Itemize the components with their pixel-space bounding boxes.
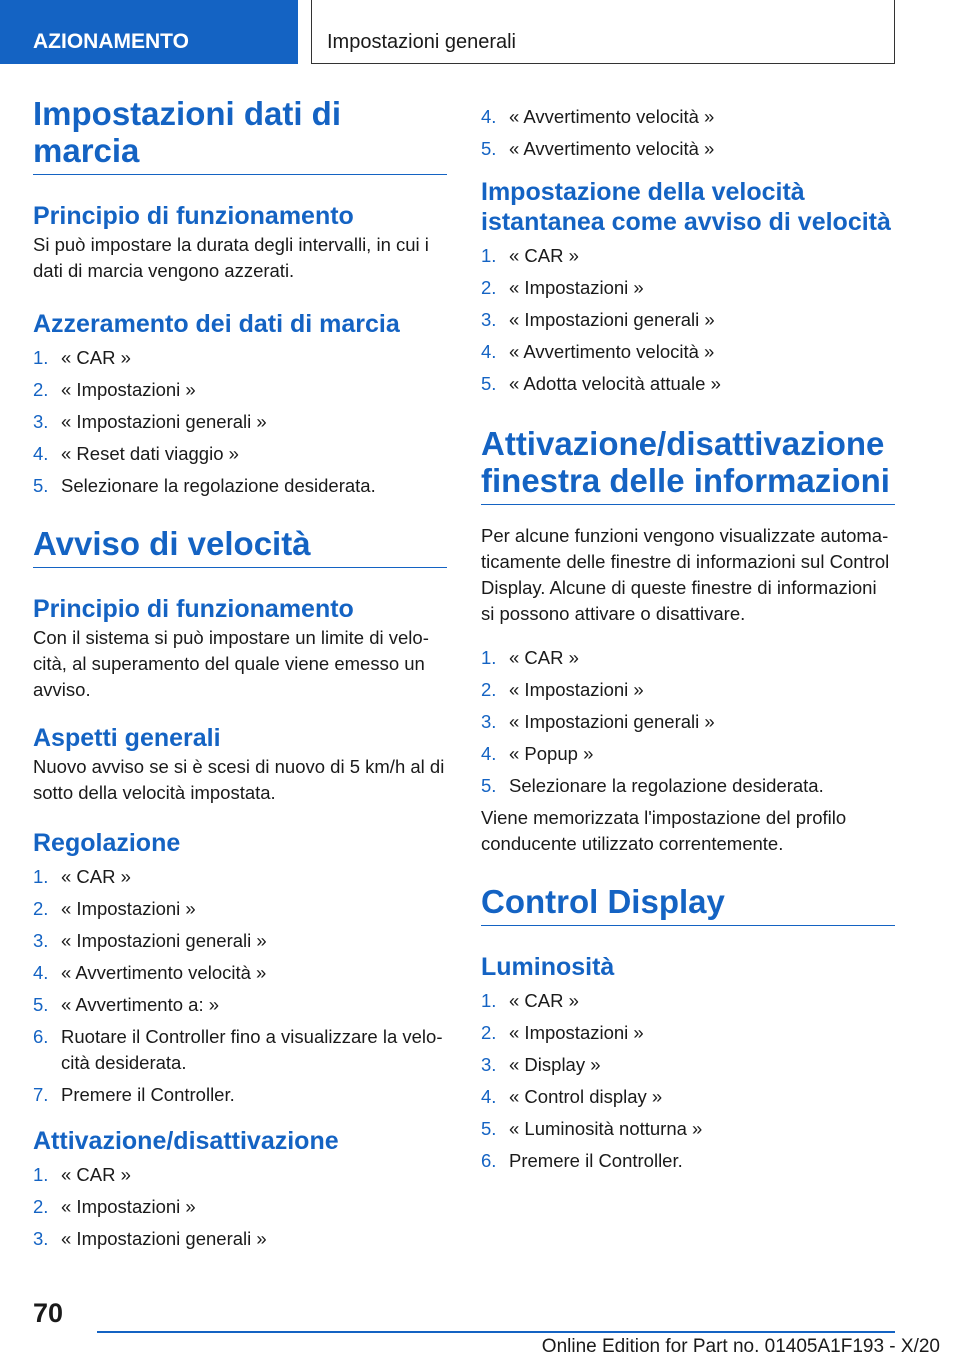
list-info-window (481, 645, 895, 799)
heading-principle-2: Principio di funzionamento (33, 595, 354, 623)
list-item: 3. « Impostazioni generali » (481, 711, 715, 732)
list-item: 1. « CAR » (481, 990, 579, 1011)
right-column (481, 104, 895, 1180)
list-item: 2. « Impostazioni » (33, 1196, 196, 1217)
footer-edition: Online Edition for Part no. 01405A1F193 - X/20 (541, 1336, 940, 1357)
list-adjustment (33, 864, 447, 1108)
list-activation-continued (481, 104, 895, 162)
title-driving-data: Impostazioni dati di marcia (33, 95, 447, 175)
chapter-title: Impostazioni generali (311, 0, 895, 64)
list-item: 2. « Impostazioni » (33, 379, 196, 400)
title-control-display: Control Display (481, 883, 895, 926)
list-activation (33, 1162, 447, 1252)
heading-adjustment: Regolazione (33, 829, 181, 857)
page-number: 70 (33, 1298, 64, 1328)
list-item: 5. « Avvertimento velocità » (481, 138, 715, 159)
list-item: 5. « Avvertimento a: » (33, 994, 220, 1015)
list-item: 4. « Control display » (481, 1086, 663, 1107)
list-item: 2. « Impostazioni » (33, 898, 196, 919)
list-item: 6. Premere il Controller. (481, 1150, 683, 1171)
list-item: 1. « CAR » (33, 866, 131, 887)
list-item: 5. « Luminosità notturna » (481, 1118, 703, 1139)
list-item: 1. « CAR » (33, 347, 131, 368)
left-column (33, 95, 447, 1258)
heading-brightness: Luminosità (481, 953, 615, 981)
list-item: 2. « Impostazioni » (481, 277, 644, 298)
list-item: 1. « CAR » (481, 245, 579, 266)
list-item: 5. Selezionare la regolazione desiderata. (481, 775, 824, 796)
footer-divider (97, 1331, 895, 1333)
list-item: 4. « Popup » (481, 743, 594, 764)
heading-reset-data: Azzeramento dei dati di marcia (33, 310, 400, 338)
text-profile-note: Viene memorizzata l'impostazione del profilo conducente utilizzato correntemente. (481, 807, 847, 854)
list-item: 4. « Avvertimento velocità » (481, 341, 715, 362)
heading-current-speed: Impostazione della velocità istantanea come avviso di velocità (481, 178, 891, 236)
list-item: 7. Premere il Controller. (33, 1084, 235, 1105)
list-item: 6. Ruotare il Controller fino a visualizzare la velocità desiderata. (33, 1026, 443, 1073)
list-item: 5. « Adotta velocità attuale » (481, 373, 721, 394)
text-principle-2: Con il sistema si può impostare un limite di velocità, al superamento del quale viene emesso un avviso. (33, 627, 429, 700)
list-item: 1. « CAR » (33, 1164, 131, 1185)
list-item: 3. « Impostazioni generali » (33, 1228, 267, 1249)
list-item: 3. « Impostazioni generali » (481, 309, 715, 330)
list-item: 2. « Impostazioni » (481, 679, 644, 700)
list-item: 4. « Avvertimento velocità » (481, 106, 715, 127)
text-info-window: Per alcune funzioni vengono visualizzate automaticamente delle finestre di informazioni sul Control Display. Alcune di queste finestre di informazioni si possono attivare o disattivare. (481, 525, 890, 624)
title-speed-warning: Avviso di velocità (33, 525, 447, 568)
list-item: 4. « Avvertimento velocità » (33, 962, 267, 983)
list-item: 1. « CAR » (481, 647, 579, 668)
heading-activation: Attivazione/disattivazione (33, 1127, 339, 1155)
title-info-window: Attivazione/disattivazione finestra delle informazioni (481, 425, 895, 505)
section-tab: AZIONAMENTO (0, 0, 298, 64)
list-reset-data (33, 345, 447, 499)
list-item: 2. « Impostazioni » (481, 1022, 644, 1043)
text-principle-1: Si può impostare la durata degli intervalli, in cui i dati di marcia vengono azzerati. (33, 234, 429, 281)
heading-principle-1: Principio di funzionamento (33, 202, 354, 230)
list-item: 3. « Impostazioni generali » (33, 930, 267, 951)
list-current-speed (481, 243, 895, 397)
list-item: 3. « Impostazioni generali » (33, 411, 267, 432)
list-item: 5. Selezionare la regolazione desiderata. (33, 475, 376, 496)
heading-general: Aspetti generali (33, 724, 221, 752)
list-item: 4. « Reset dati viaggio » (33, 443, 239, 464)
text-general: Nuovo avviso se si è scesi di nuovo di 5 km/h al di sotto della velocità impostata. (33, 756, 445, 803)
list-brightness (481, 988, 895, 1174)
list-item: 3. « Display » (481, 1054, 601, 1075)
